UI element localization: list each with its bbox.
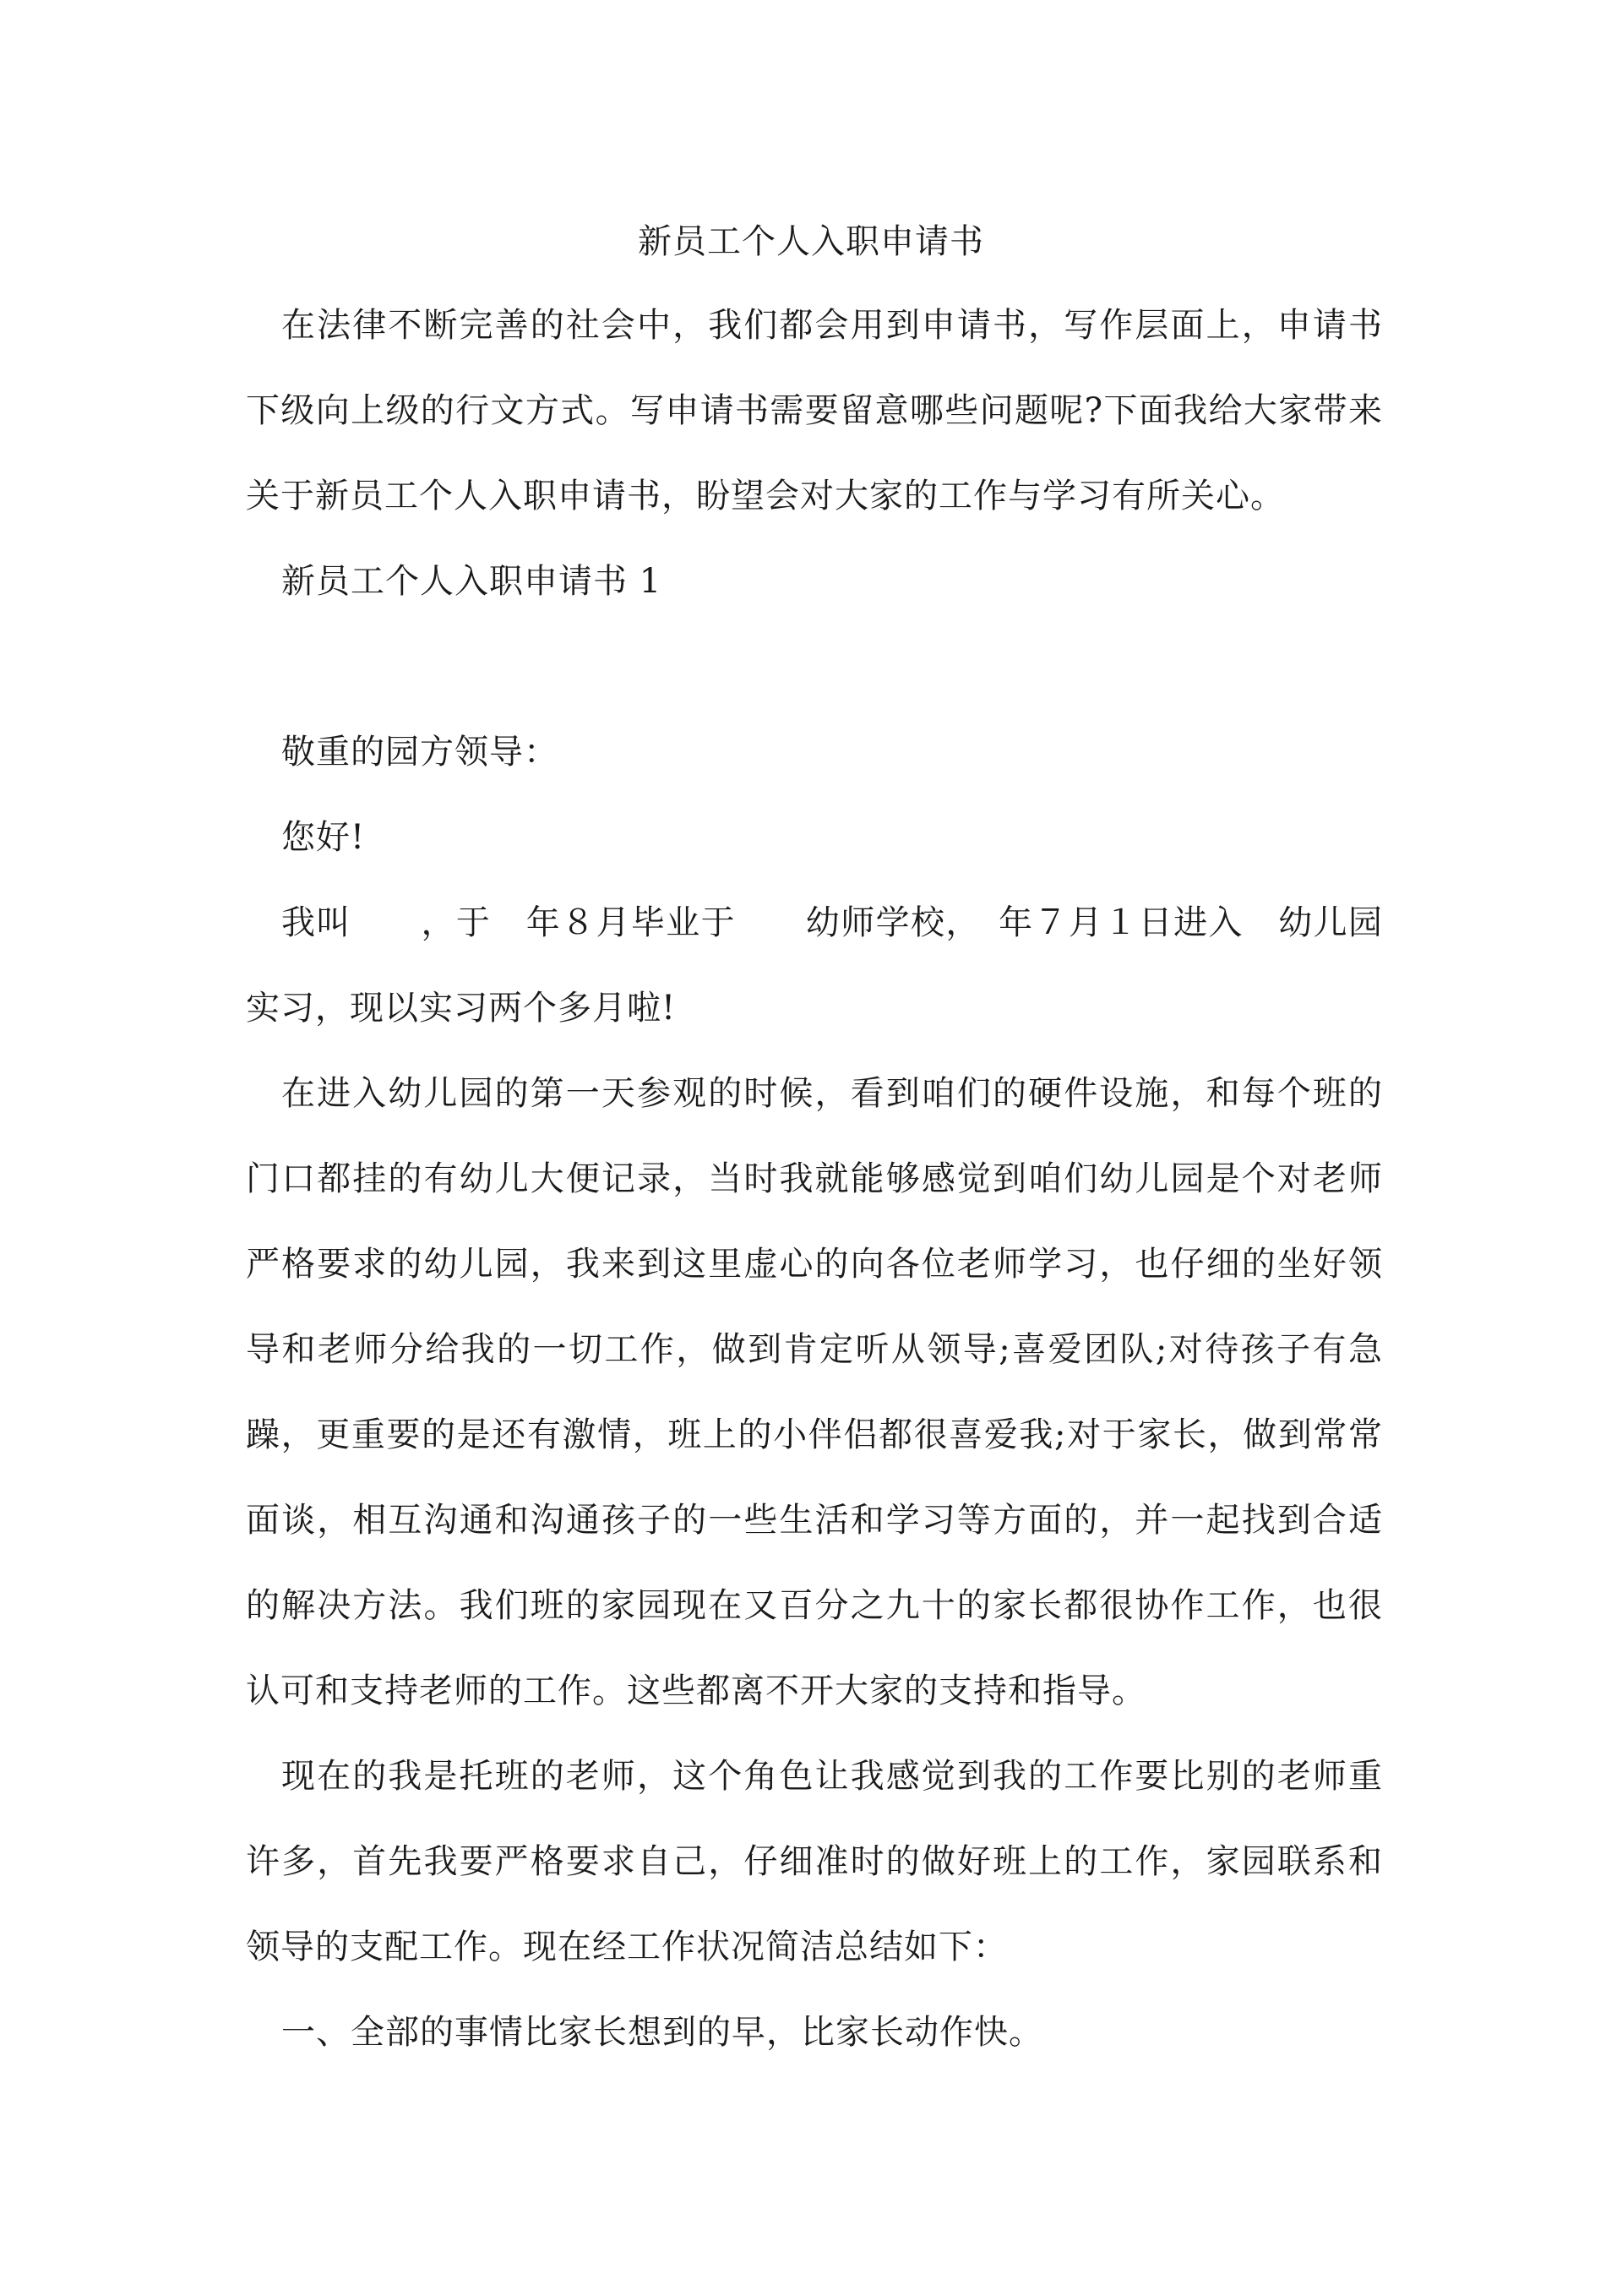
document-body — [246, 283, 1383, 2075]
paragraph-point-one: 一、全部的事情比家长想到的早，比家长动作快。 — [281, 2013, 1043, 2052]
paragraph-introduction: 我叫 ，于 年８月毕业于 幼师学校， 年７月１日进入 幼儿园实习，现以实习两个多月啦! — [246, 903, 1383, 1028]
document-title: 新员工个人入职申请书 — [638, 222, 984, 261]
intro-paragraph: 在法律不断完善的社会中，我们都会用到申请书，写作层面上，申请书下级向上级的行文方式。写申请书需要留意哪些问题呢?下面我给大家带来关于新员工个人入职申请书，盼望会对大家的工作与学习有所关心。 — [246, 306, 1383, 515]
paragraph-current-role: 现在的我是托班的老师，这个角色让我感觉到我的工作要比别的老师重许多，首先我要严格要求自己，仔细准时的做好班上的工作，家园联系和领导的支配工作。现在经工作状况简洁总结如下： — [246, 1757, 1383, 1966]
section-heading: 新员工个人入职申请书 1 — [281, 562, 662, 601]
greeting: 您好! — [281, 818, 366, 857]
paragraph-experience: 在进入幼儿园的第一天参观的时候，看到咱们的硬件设施，和每个班的门口都挂的有幼儿大便记录，当时我就能够感觉到咱们幼儿园是个对老师严格要求的幼儿园，我来到这里虚心的向各位老师学习，也仔细的坐好领导和老师分给我的一切工作，做到肯定听从领导;喜爱团队;对待孩子有急躁，更重要的是还有激情，班上的小伴侣都很喜爱我;对于家长，做到常常面谈，相互沟通和沟通孩子的一些生活和学习等方面的，并一起找到合适的解决方法。我们班的家园现在又百分之九十的家长都很协作工作，也很认可和支持老师的工作。这些都离不开大家的支持和指导。 — [246, 1074, 1383, 1710]
salutation: 敬重的园方领导： — [281, 733, 558, 772]
blank-line — [246, 624, 1383, 710]
